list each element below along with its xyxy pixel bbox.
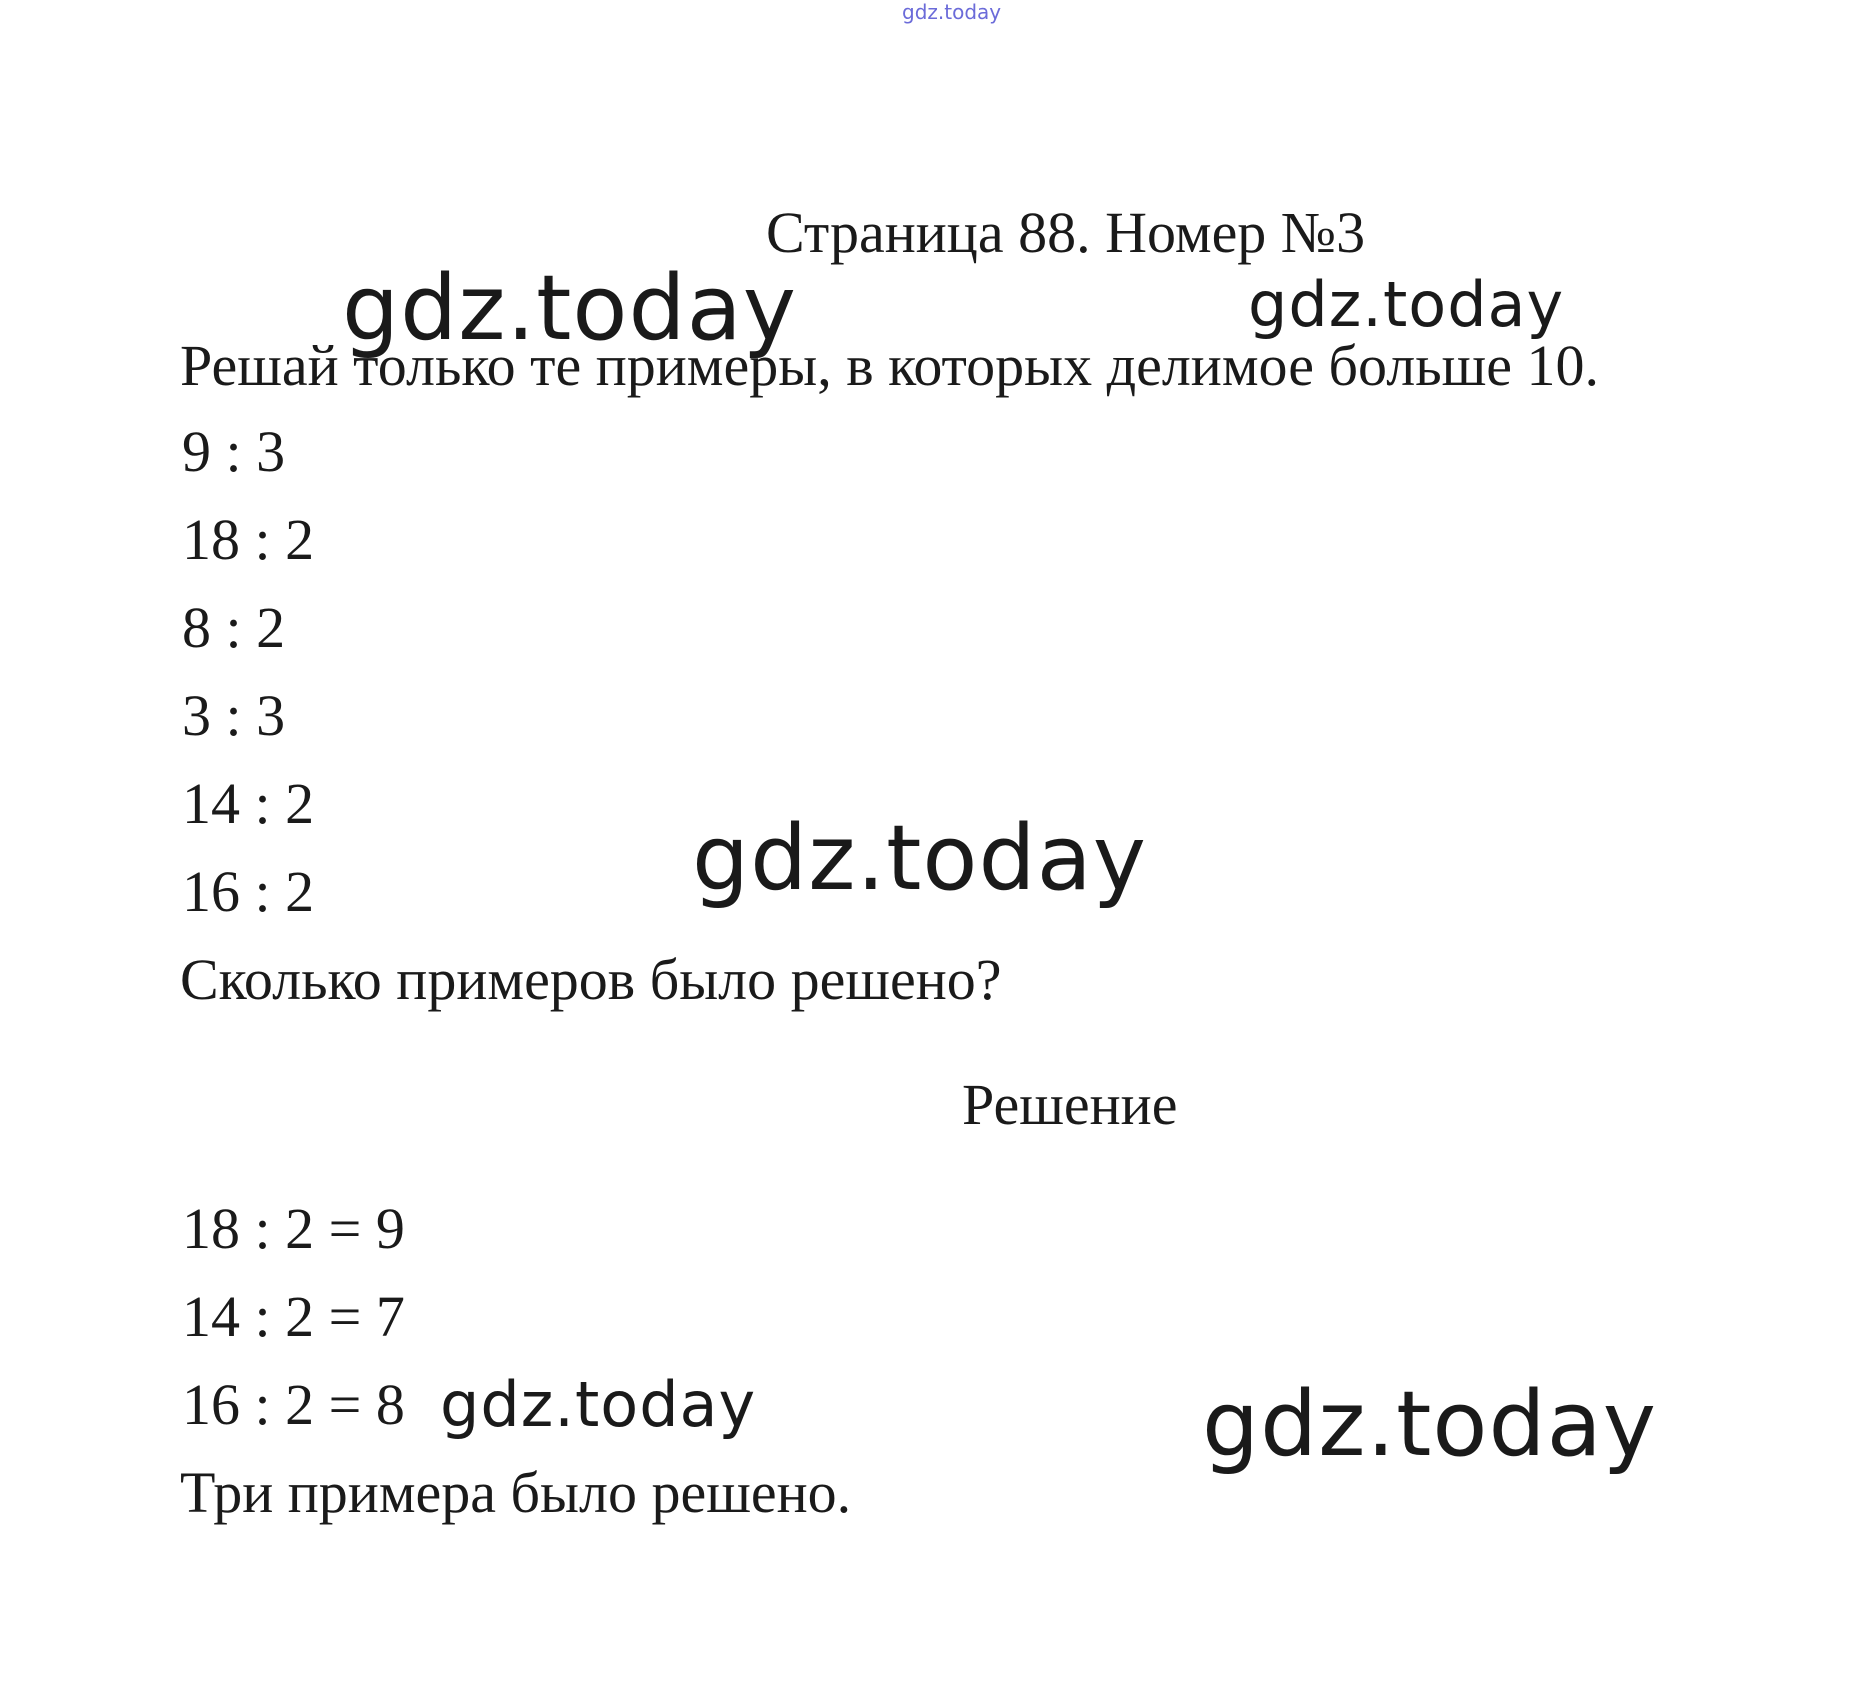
answer-1: 18 : 2 = 9 — [182, 1196, 405, 1261]
example-1: 9 : 3 — [182, 419, 286, 484]
solution-heading: Решение — [962, 1072, 1178, 1137]
watermark-lower-small: gdz.today — [440, 1368, 757, 1441]
task-statement: Решай только те примеры, в которых делимое больше 10. — [180, 333, 1600, 398]
watermark-middle: gdz.today — [692, 806, 1148, 911]
watermark-top: gdz.today — [902, 0, 1002, 24]
answer-3: 16 : 2 = 8 — [182, 1372, 405, 1437]
example-5: 14 : 2 — [182, 771, 315, 836]
conclusion: Три примера было решено. — [180, 1460, 852, 1525]
watermark-upper-left: gdz.today — [342, 256, 798, 361]
watermark-upper-right: gdz.today — [1248, 268, 1565, 341]
question: Сколько примеров было решено? — [180, 947, 1002, 1012]
example-4: 3 : 3 — [182, 683, 286, 748]
watermark-lower-right: gdz.today — [1202, 1372, 1658, 1477]
example-3: 8 : 2 — [182, 595, 286, 660]
page-title: Страница 88. Номер №3 — [766, 200, 1366, 265]
example-6: 16 : 2 — [182, 859, 315, 924]
example-2: 18 : 2 — [182, 507, 315, 572]
answer-2: 14 : 2 = 7 — [182, 1284, 405, 1349]
